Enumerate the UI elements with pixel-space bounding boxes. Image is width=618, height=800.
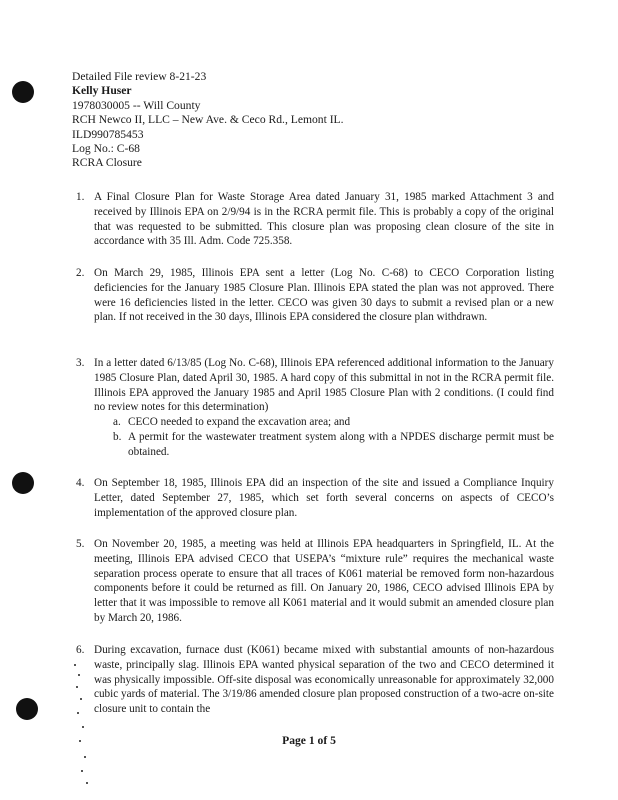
item-number: 5. (76, 538, 85, 550)
list-item (76, 476, 554, 520)
facility-name: RCH Newco II, LLC – New Ave. & Ceco Rd., Lemont IL. (72, 113, 344, 127)
item-text: A Final Closure Plan for Waste Storage Area dated January 31, 1985 marked Attachment 3 and received by Illinois EPA on 2/9/94 is in the RCRA permit file. This is probably a copy of the original that was requested to be submitted. This closure plan was proposing clean closure of the site in accordance with 35 Ill. Adm. Code 725.358. (94, 191, 554, 248)
item-number: 3. (76, 357, 85, 369)
list-item (76, 190, 554, 249)
list-item (76, 356, 554, 460)
review-title: Detailed File review 8-21-23 (72, 70, 207, 83)
item-text: In a letter dated 6/13/85 (Log No. C-68), Illinois EPA referenced additional information to the January 1985 Closure Plan, dated April 30, 1985. A hard copy of this submittal in not in the RCRA permit file. Illinois EPA approved the January 1985 and April 1985 Closure Plan with 2 conditions. (I could find no review notes for this determination) (94, 357, 554, 414)
item-number: 1. (76, 191, 85, 203)
punch-hole (12, 472, 34, 494)
punch-hole (16, 698, 38, 720)
document-subject: RCRA Closure (72, 156, 142, 170)
sub-item-text: CECO needed to expand the excavation area; and (128, 416, 351, 429)
site-id: 1978030005 -- Will County (72, 98, 201, 112)
item-text: During excavation, furnace dust (K061) became mixed with substantial amounts of non-hazardous waste, principally slag. Illinois EPA wanted physical separation of the two and CECO determined it was physically impossible. Off-site disposal was economically unreasonable for approximately 32,000 cubic yards of material. The 3/19/86 amended closure plan proposed construction of a two-acre on-site closure unit to contain the (94, 644, 554, 716)
item-number: 2. (76, 267, 85, 279)
page-number: Page 1 of 5 (282, 734, 336, 747)
log-number: Log No.: C-68 (72, 142, 140, 156)
list-item (76, 266, 554, 325)
item-text: On September 18, 1985, Illinois EPA did an inspection of the site and issued a Compliance Inquiry Letter, dated September 27, 1985, which set forth several concerns on aspects of CECO’s implementation of the approved closure plan. (94, 477, 554, 519)
sub-item-text: A permit for the wastewater treatment system along with a NPDES discharge permit must be obtained. (128, 430, 554, 458)
document-header (72, 70, 592, 171)
punch-hole (12, 81, 34, 103)
scan-margin-marks (70, 660, 100, 790)
item-number: 6. (76, 644, 85, 656)
item-text: On November 20, 1985, a meeting was held at Illinois EPA headquarters in Springfield, IL. At the meeting, Illinois EPA advised CECO that USEPA’s “mixture rule” requires the mechanical waste separation process operate to ensure that all traces of K061 material be removed form non-hazardous components before it could be returned as fill. On January 20, 1986, CECO advised Illinois EPA by letter that it was impossible to remove all K061 material and it would submit an amended closure plan by March 20, 1986. (94, 538, 554, 624)
item-number: 4. (76, 477, 85, 489)
sub-item (113, 430, 554, 460)
sub-item (113, 415, 554, 430)
reviewer-name: Kelly Huser (72, 84, 132, 98)
list-item (76, 537, 554, 626)
epa-id: ILD990785453 (72, 127, 144, 141)
item-text: On March 29, 1985, Illinois EPA sent a letter (Log No. C-68) to CECO Corporation listing deficiencies for the January 1985 Closure Plan. Illinois EPA stated the plan was not approved. There were 16 deficiencies listed in the letter. CECO was given 30 days to submit a revised plan or a new plan. If not received in the 30 days, Illinois EPA considered the closure plan withdrawn. (94, 267, 554, 324)
sub-item-letter: b. (113, 430, 122, 443)
sub-item-letter: a. (113, 416, 121, 429)
list-item (76, 643, 554, 717)
